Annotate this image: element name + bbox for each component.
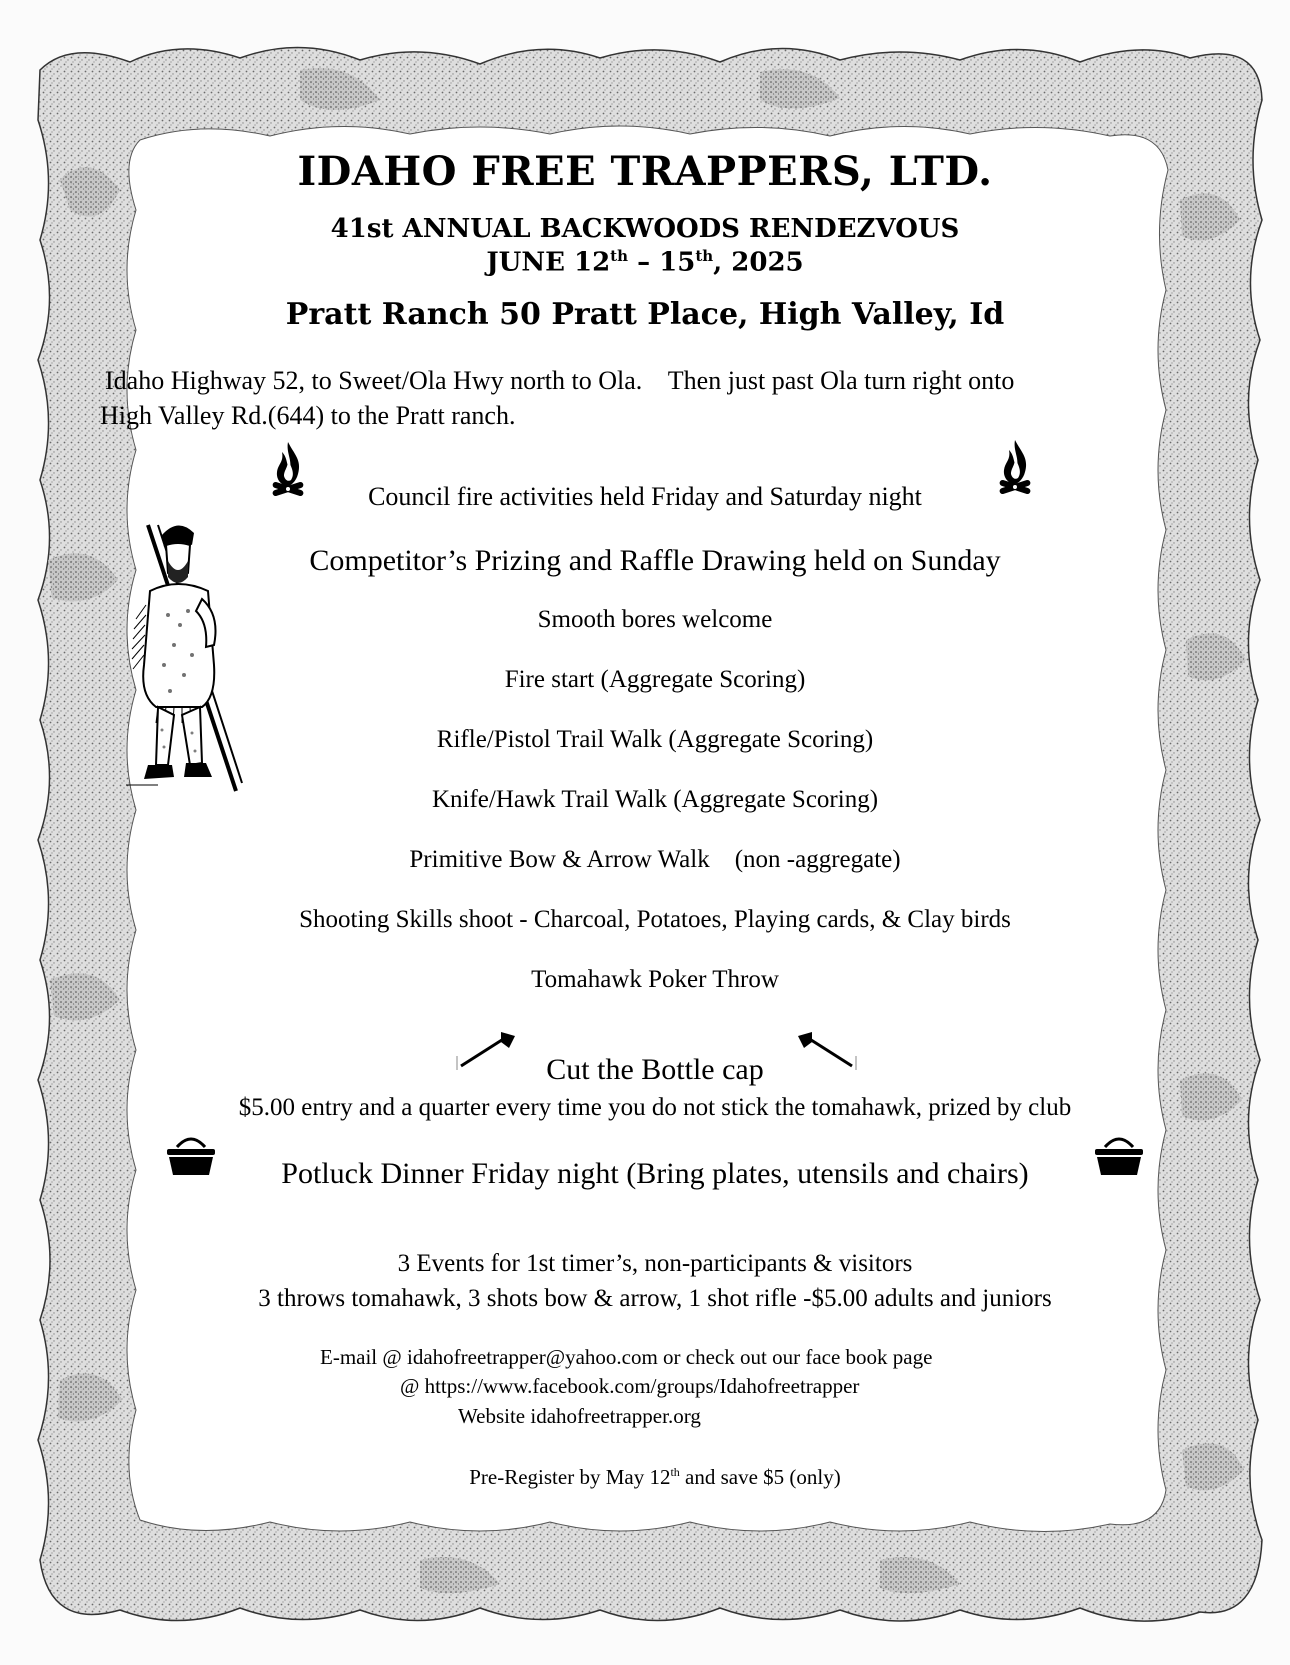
mountain-man-illustration <box>118 515 252 801</box>
dates-start: JUNE 12 <box>486 247 611 278</box>
dates-year: , 2025 <box>713 247 804 278</box>
contact-website: Website idahofreetrapper.org <box>458 1404 701 1428</box>
event-subtitle: 41st ANNUAL BACKWOODS RENDEZVOUS <box>330 214 960 244</box>
competitor-prizing-text: Competitor’s Prizing and Raffle Drawing held on Sunday <box>309 544 1001 577</box>
prereg-text-end: and save $5 (only) <box>679 1465 841 1489</box>
dates-end: – 15 <box>628 247 696 278</box>
prereg-suffix: th <box>670 1465 680 1479</box>
first-timer-events: 3 Events for 1st timer’s, non-participants & visitors <box>397 1250 913 1277</box>
event-location: Pratt Ranch 50 Pratt Place, High Valley, Id <box>285 297 1005 332</box>
first-timer-pricing: 3 throws tomahawk, 3 shots bow & arrow, 1 shot rifle -$5.00 adults and juniors <box>258 1285 1052 1312</box>
list-item: Smooth bores welcome <box>537 606 773 633</box>
contact-facebook: @ https://www.facebook.com/groups/Idahofreetrapper <box>400 1374 860 1398</box>
list-item: Knife/Hawk Trail Walk (Aggregate Scoring) <box>431 786 879 813</box>
event-dates <box>0 247 1290 278</box>
list-item: Primitive Bow & Arrow Walk (non -aggregate) <box>409 846 901 873</box>
dates-end-suffix: th <box>695 247 714 265</box>
list-item: Fire start (Aggregate Scoring) <box>504 666 806 693</box>
list-item: Shooting Skills shoot - Charcoal, Potatoes, Playing cards, & Clay birds <box>299 906 1011 933</box>
directions-line-1: Idaho Highway 52, to Sweet/Ola Hwy north to Ola. Then just past Ola turn right onto <box>105 366 1015 395</box>
preregister-note <box>40 1465 1270 1490</box>
potluck-text: Potluck Dinner Friday night (Bring plates, utensils and chairs) <box>281 1157 1029 1190</box>
dates-start-suffix: th <box>610 247 629 265</box>
council-fire-text: Council fire activities held Friday and Saturday night <box>368 482 922 511</box>
list-item: Rifle/Pistol Trail Walk (Aggregate Scoring) <box>436 726 874 753</box>
directions-line-2: High Valley Rd.(644) to the Pratt ranch. <box>100 401 516 430</box>
list-item: Tomahawk Poker Throw <box>531 966 779 993</box>
page-title: IDAHO FREE TRAPPERS, LTD. <box>297 148 993 195</box>
bottle-cap-entry: $5.00 entry and a quarter every time you do not stick the tomahawk, prized by club <box>238 1094 1072 1121</box>
prereg-text: Pre-Register by May 12 <box>469 1465 671 1489</box>
bottle-cap-title: Cut the Bottle cap <box>546 1053 764 1086</box>
contact-email: E-mail @ idahofreetrapper@yahoo.com or check out our face book page <box>320 1345 933 1369</box>
